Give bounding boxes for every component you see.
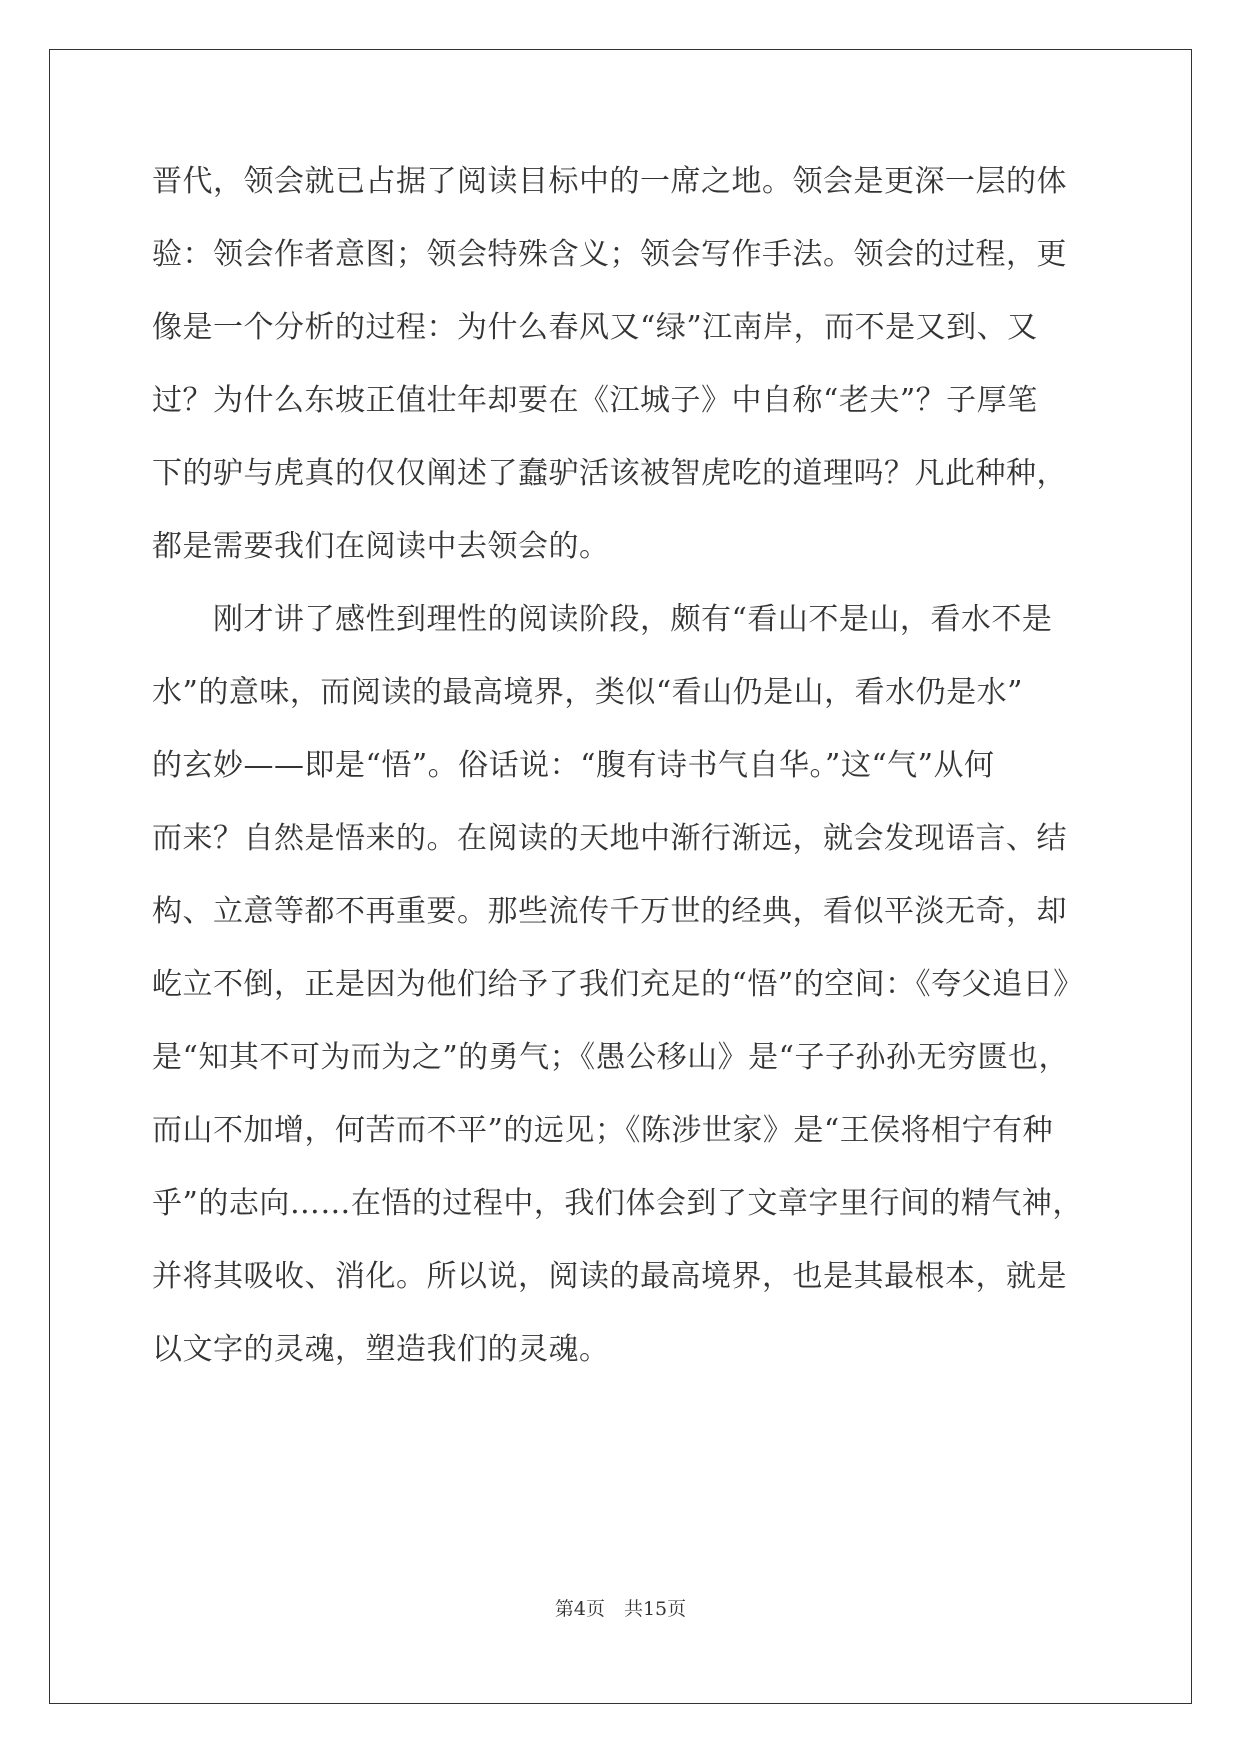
page-border xyxy=(49,49,1192,1704)
text-line: 下的驴与虎真的仅仅阐述了蠢驴活该被智虎吃的道理吗？凡此种种， xyxy=(152,456,1067,491)
page-number: 第4页 共15页 xyxy=(554,1598,687,1620)
text-line: 以文字的灵魂，塑造我们的灵魂。 xyxy=(152,1332,610,1367)
text-line: 都是需要我们在阅读中去领会的。 xyxy=(152,529,610,564)
text-line: 刚才讲了感性到理性的阅读阶段，颇有“看山不是山，看水不是 xyxy=(152,602,1053,637)
text-line: 是“知其不可为而为之”的勇气；《愚公移山》是“子子孙孙无穷匮也， xyxy=(152,1040,1070,1075)
text-line: 乎”的志向……在悟的过程中，我们体会到了文章字里行间的精气神， xyxy=(152,1186,1083,1221)
text-line: 像是一个分析的过程：为什么春风又“绿”江南岸，而不是又到、又 xyxy=(152,310,1038,345)
text-line: 晋代，领会就已占据了阅读目标中的一席之地。领会是更深一层的体 xyxy=(152,164,1067,199)
text-line: 的玄妙——即是“悟”。俗话说：“腹有诗书气自华。”这“气”从何 xyxy=(152,748,995,783)
text-line: 构、立意等都不再重要。那些流传千万世的经典，看似平淡无奇，却 xyxy=(152,894,1067,929)
text-line: 验：领会作者意图；领会特殊含义；领会写作手法。领会的过程，更 xyxy=(152,237,1067,272)
text-line: 而山不加增，何苦而不平”的远见；《陈涉世家》是“王侯将相宁有种 xyxy=(152,1113,1054,1148)
text-line: 屹立不倒，正是因为他们给予了我们充足的“悟”的空间：《夸父追日》 xyxy=(152,967,1084,1002)
text-line: 水”的意味，而阅读的最高境界，类似“看山仍是山，看水仍是水” xyxy=(152,675,1024,710)
text-line: 并将其吸收、消化。所以说，阅读的最高境界，也是其最根本，就是 xyxy=(152,1259,1067,1294)
text-line: 而来？自然是悟来的。在阅读的天地中渐行渐远，就会发现语言、结 xyxy=(152,821,1067,856)
text-line: 过？为什么东坡正值壮年却要在《江城子》中自称“老夫”？子厚笔 xyxy=(152,383,1038,418)
